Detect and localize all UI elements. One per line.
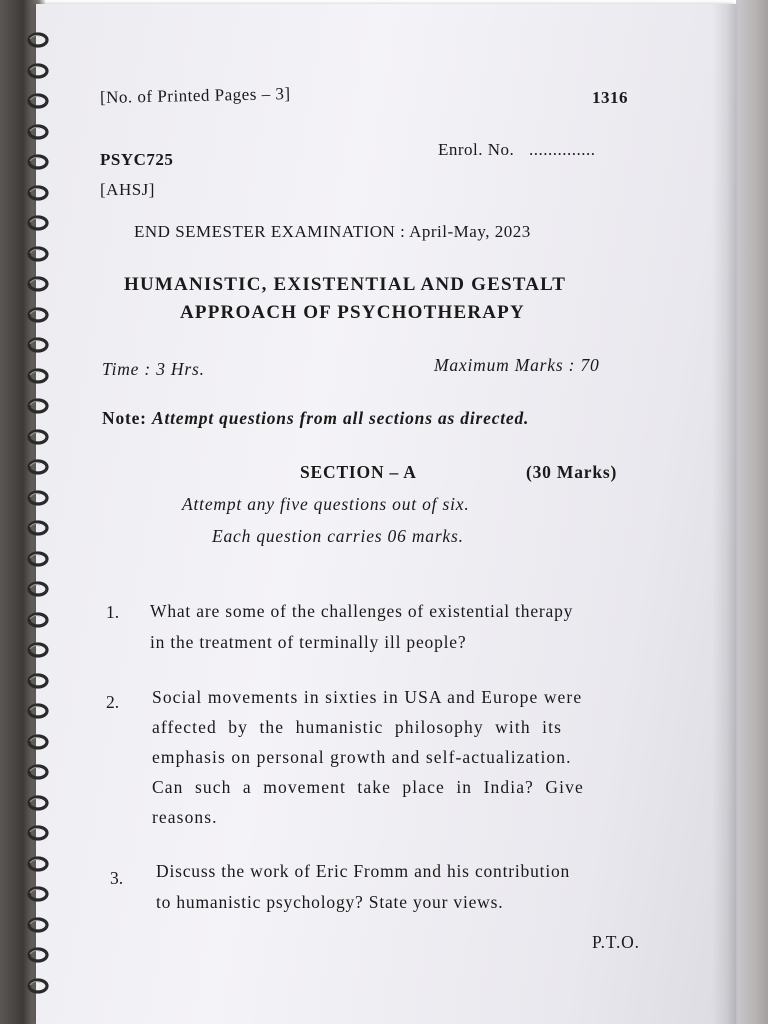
spiral-coil-icon [26,854,50,872]
spiral-coil-icon [26,793,50,811]
spiral-coil-icon [26,61,50,79]
question-3-line-2: to humanistic psychology? State your views. [156,892,504,912]
note [102,408,529,429]
paper-title-line-1: HUMANISTIC, EXISTENTIAL AND GESTALT [124,274,567,295]
program-code: [AHSJ] [100,180,155,199]
spiral-coil-icon [26,488,50,506]
spiral-coil-icon [26,91,50,109]
section-marks: (30 Marks) [526,462,618,482]
question-3-line-1: Discuss the work of Eric Fromm and his contribution [156,861,571,881]
exam-paper-page [36,4,736,1024]
spiral-coil-icon [26,701,50,719]
spiral-coil-icon [26,427,50,445]
spiral-binding [26,30,56,1024]
spiral-coil-icon [26,183,50,201]
time-allowed: Time : 3 Hrs. [102,359,205,379]
spiral-coil-icon [26,823,50,841]
spiral-coil-icon [26,305,50,323]
spiral-coil-icon [26,945,50,963]
course-code: PSYC725 [100,150,174,169]
note-text: Attempt questions from all sections as directed. [152,408,530,428]
question-1-text [150,596,573,658]
spiral-coil-icon [26,732,50,750]
spiral-coil-icon [26,213,50,231]
enrol-blank: .............. [529,140,596,159]
spiral-coil-icon [26,274,50,292]
question-2-line-3: emphasis on personal growth and self-actualization. [152,747,572,767]
question-3-text [156,856,570,918]
question-2-text [152,682,584,832]
spiral-coil-icon [26,366,50,384]
spiral-coil-icon [26,30,50,48]
spiral-coil-icon [26,457,50,475]
spiral-coil-icon [26,396,50,414]
paper-title-line-2: APPROACH OF PSYCHOTHERAPY [180,302,525,323]
spiral-coil-icon [26,518,50,536]
spiral-coil-icon [26,915,50,933]
spiral-coil-icon [26,244,50,262]
maximum-marks: Maximum Marks : 70 [434,355,600,375]
section-heading: SECTION – A [300,462,417,482]
paper-number: 1316 [592,88,628,107]
spiral-coil-icon [26,976,50,994]
spiral-coil-icon [26,762,50,780]
note-label: Note: [102,408,147,428]
spiral-coil-icon [26,152,50,170]
spiral-coil-icon [26,640,50,658]
spiral-coil-icon [26,122,50,140]
spiral-coil-icon [26,579,50,597]
question-2-line-1: Social movements in sixties in USA and Europe were [152,687,583,707]
question-1-line-2: in the treatment of terminally ill people? [150,632,467,652]
enrol-number-field [438,140,596,160]
question-1-line-1: What are some of the challenges of existential therapy [150,601,574,621]
please-turn-over: P.T.O. [592,932,640,952]
section-instruction-2: Each question carries 06 marks. [212,526,464,546]
section-instruction-1: Attempt any five questions out of six. [182,494,470,514]
exam-name: END SEMESTER EXAMINATION : April-May, 2023 [134,222,531,241]
question-2-number: 2. [106,692,120,712]
question-1-number: 1. [106,602,120,622]
printed-pages-note: [No. of Printed Pages – 3] [99,84,291,107]
spiral-coil-icon [26,335,50,353]
spiral-coil-icon [26,549,50,567]
question-2-line-5: reasons. [152,807,218,827]
next-page-edge [736,0,768,1024]
question-3-number: 3. [110,868,124,888]
enrol-label: Enrol. No. [438,140,515,159]
question-2-line-2: affected by the humanistic philosophy with its [152,717,562,737]
question-2-line-4: Can such a movement take place in India? Give [152,777,584,797]
spiral-coil-icon [26,884,50,902]
spiral-coil-icon [26,671,50,689]
spiral-coil-icon [26,610,50,628]
